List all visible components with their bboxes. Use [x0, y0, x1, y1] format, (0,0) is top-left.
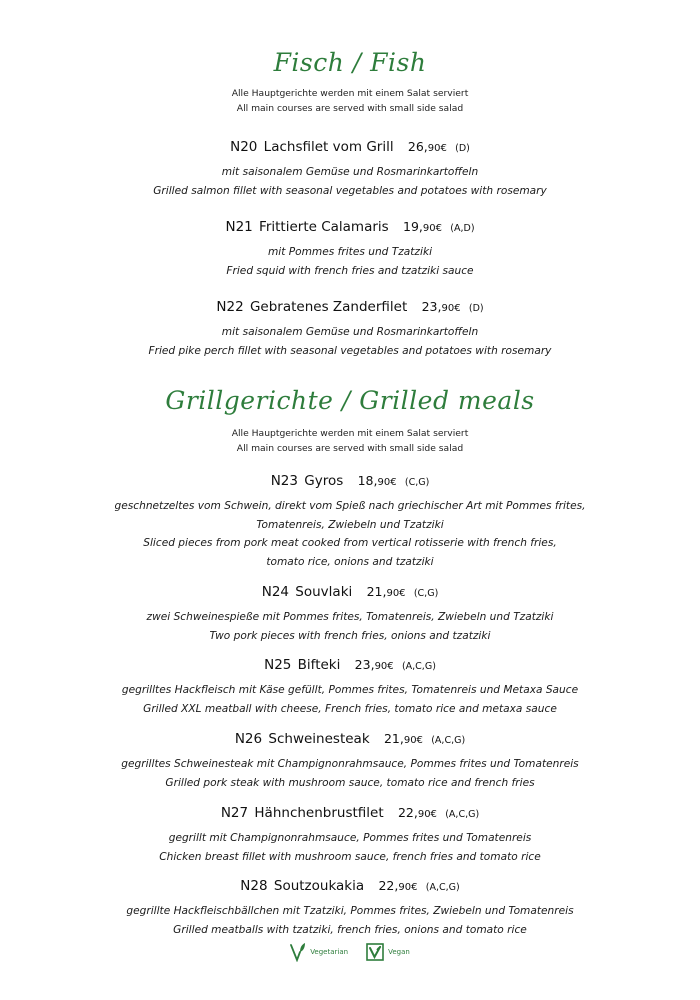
dish-description: gegrillte Hackfleischbällchen mit Tzatziki, Pommes frites, Zwiebeln und Tomatenreis Grilled meatballs with tzatziki, french fries, onions and tomato rice [126, 905, 574, 936]
dish-description: geschnetzeltes vom Schwein, direkt vom Spieß nach griechischer Art mit Pommes frites, Tomatenreis, Zwiebeln und Tzatziki Sliced pieces from pork meat cooked from vertical rotisserie with french fries, tomato rice, onions and tzatziki [114, 500, 586, 568]
allergen-codes: (D) [468, 303, 484, 314]
dish-price: 19,90€ [403, 219, 442, 234]
dish-price: 22,90€ [397, 805, 437, 820]
menu-item-n28 [0, 877, 700, 939]
allergen-codes: (A,C,G) [445, 809, 480, 820]
dish-description: mit saisonalem Gemüse und Rosmarinkartoffeln Grilled salmon fillet with seasonal vegetables and potatoes with rosemary [153, 166, 547, 197]
v-leaf-icon [290, 942, 306, 962]
dish-code: N26 [234, 731, 263, 747]
dish-price: 18,90€ [357, 473, 397, 488]
menu-item-n21 [0, 218, 700, 280]
dish-name: Bifteki [297, 657, 341, 673]
dish-code: N22 [216, 299, 244, 315]
grill-section-title: Grillgerichte / Grilled meals [165, 386, 535, 415]
menu-item-n26 [0, 730, 700, 792]
dish-code: N23 [270, 473, 298, 489]
dish-header [0, 472, 700, 492]
dish-description: zwei Schweinespieße mit Pommes frites, Tomatenreis, Zwiebeln und Tzatziki Two pork pieces with french fries, onions and tzatziki [146, 611, 554, 642]
dish-header [0, 138, 700, 158]
note-en: All main courses are served with small side salad [236, 443, 464, 454]
allergen-codes: (A,C,G) [425, 882, 460, 893]
dish-price: 23,90€ [421, 299, 461, 314]
fish-salad-note [0, 86, 700, 116]
dish-header [0, 298, 700, 318]
dish-header [0, 804, 700, 824]
dish-code: N20 [230, 139, 258, 155]
dish-description: gegrilltes Hackfleisch mit Käse gefüllt, Pommes frites, Tomatenreis und Metaxa Sauce Grilled XXL meatball with cheese, French fries, tomato rice and metaxa sauce [121, 684, 579, 715]
dish-price: 21,90€ [366, 584, 406, 599]
note-de: Alle Hauptgerichte werden mit einem Salat serviert [231, 88, 469, 99]
dish-name: Gyros [304, 473, 344, 489]
menu-item-n27 [0, 804, 700, 866]
grill-salad-note [0, 426, 700, 456]
dish-description: mit Pommes frites und Tzatziki Fried squid with french fries and tzatziki sauce [226, 246, 474, 277]
note-de: Alle Hauptgerichte werden mit einem Salat serviert [231, 428, 469, 439]
dish-description: gegrillt mit Champignonrahmsauce, Pommes frites und Tomatenreis Chicken breast fillet with mushroom sauce, french fries and tomato rice [159, 832, 541, 863]
menu-item-n24 [0, 583, 700, 645]
dish-header [0, 218, 700, 238]
allergen-codes: (A,D) [450, 223, 475, 234]
fish-section-title: Fisch / Fish [273, 48, 427, 77]
dish-name: Frittierte Calamaris [259, 219, 389, 235]
menu-item-n25 [0, 656, 700, 718]
menu-item-n20 [0, 138, 700, 200]
menu-item-n22 [0, 298, 700, 360]
dish-name: Hähnchenbrustfilet [254, 805, 384, 821]
dish-name: Souvlaki [295, 584, 353, 600]
dish-header [0, 730, 700, 750]
allergen-codes: (A,C,G) [431, 735, 466, 746]
dish-price: 22,90€ [378, 878, 418, 893]
dish-price: 23,90€ [354, 657, 394, 672]
legend-vegetarian [290, 942, 348, 962]
dish-description: gegrilltes Schweinesteak mit Champignonrahmsauce, Pommes frites und Tomatenreis Grilled pork steak with mushroom sauce, tomato rice and french fries [121, 758, 579, 789]
dish-code: N25 [264, 657, 292, 673]
dish-price: 26,90€ [407, 139, 447, 154]
allergen-codes: (A,C,G) [401, 661, 436, 672]
dish-code: N28 [240, 878, 268, 894]
allergen-codes: (C,G) [404, 477, 430, 488]
dish-code: N27 [220, 805, 249, 821]
diet-legend [0, 942, 700, 962]
dish-name: Lachsfilet vom Grill [263, 139, 394, 155]
dish-code: N24 [261, 584, 289, 600]
allergen-codes: (D) [455, 143, 470, 154]
dish-name: Schweinesteak [268, 731, 370, 747]
dish-header [0, 656, 700, 676]
v-box-icon [366, 943, 384, 961]
legend-vegan [366, 943, 410, 961]
vegetarian-label: Vegetarian [310, 948, 349, 956]
dish-header [0, 583, 700, 603]
vegan-label: Vegan [388, 948, 410, 956]
dish-price: 21,90€ [383, 731, 423, 746]
dish-description: mit saisonalem Gemüse und Rosmarinkartoffeln Fried pike perch fillet with seasonal vegetables and potatoes with rosemary [148, 326, 552, 357]
dish-name: Gebratenes Zanderfilet [249, 299, 408, 315]
allergen-codes: (C,G) [413, 588, 439, 599]
dish-name: Soutzoukakia [273, 878, 365, 894]
dish-code: N21 [225, 219, 253, 235]
dish-header [0, 877, 700, 897]
menu-item-n23 [0, 472, 700, 571]
note-en: All main courses are served with small side salad [236, 103, 464, 114]
